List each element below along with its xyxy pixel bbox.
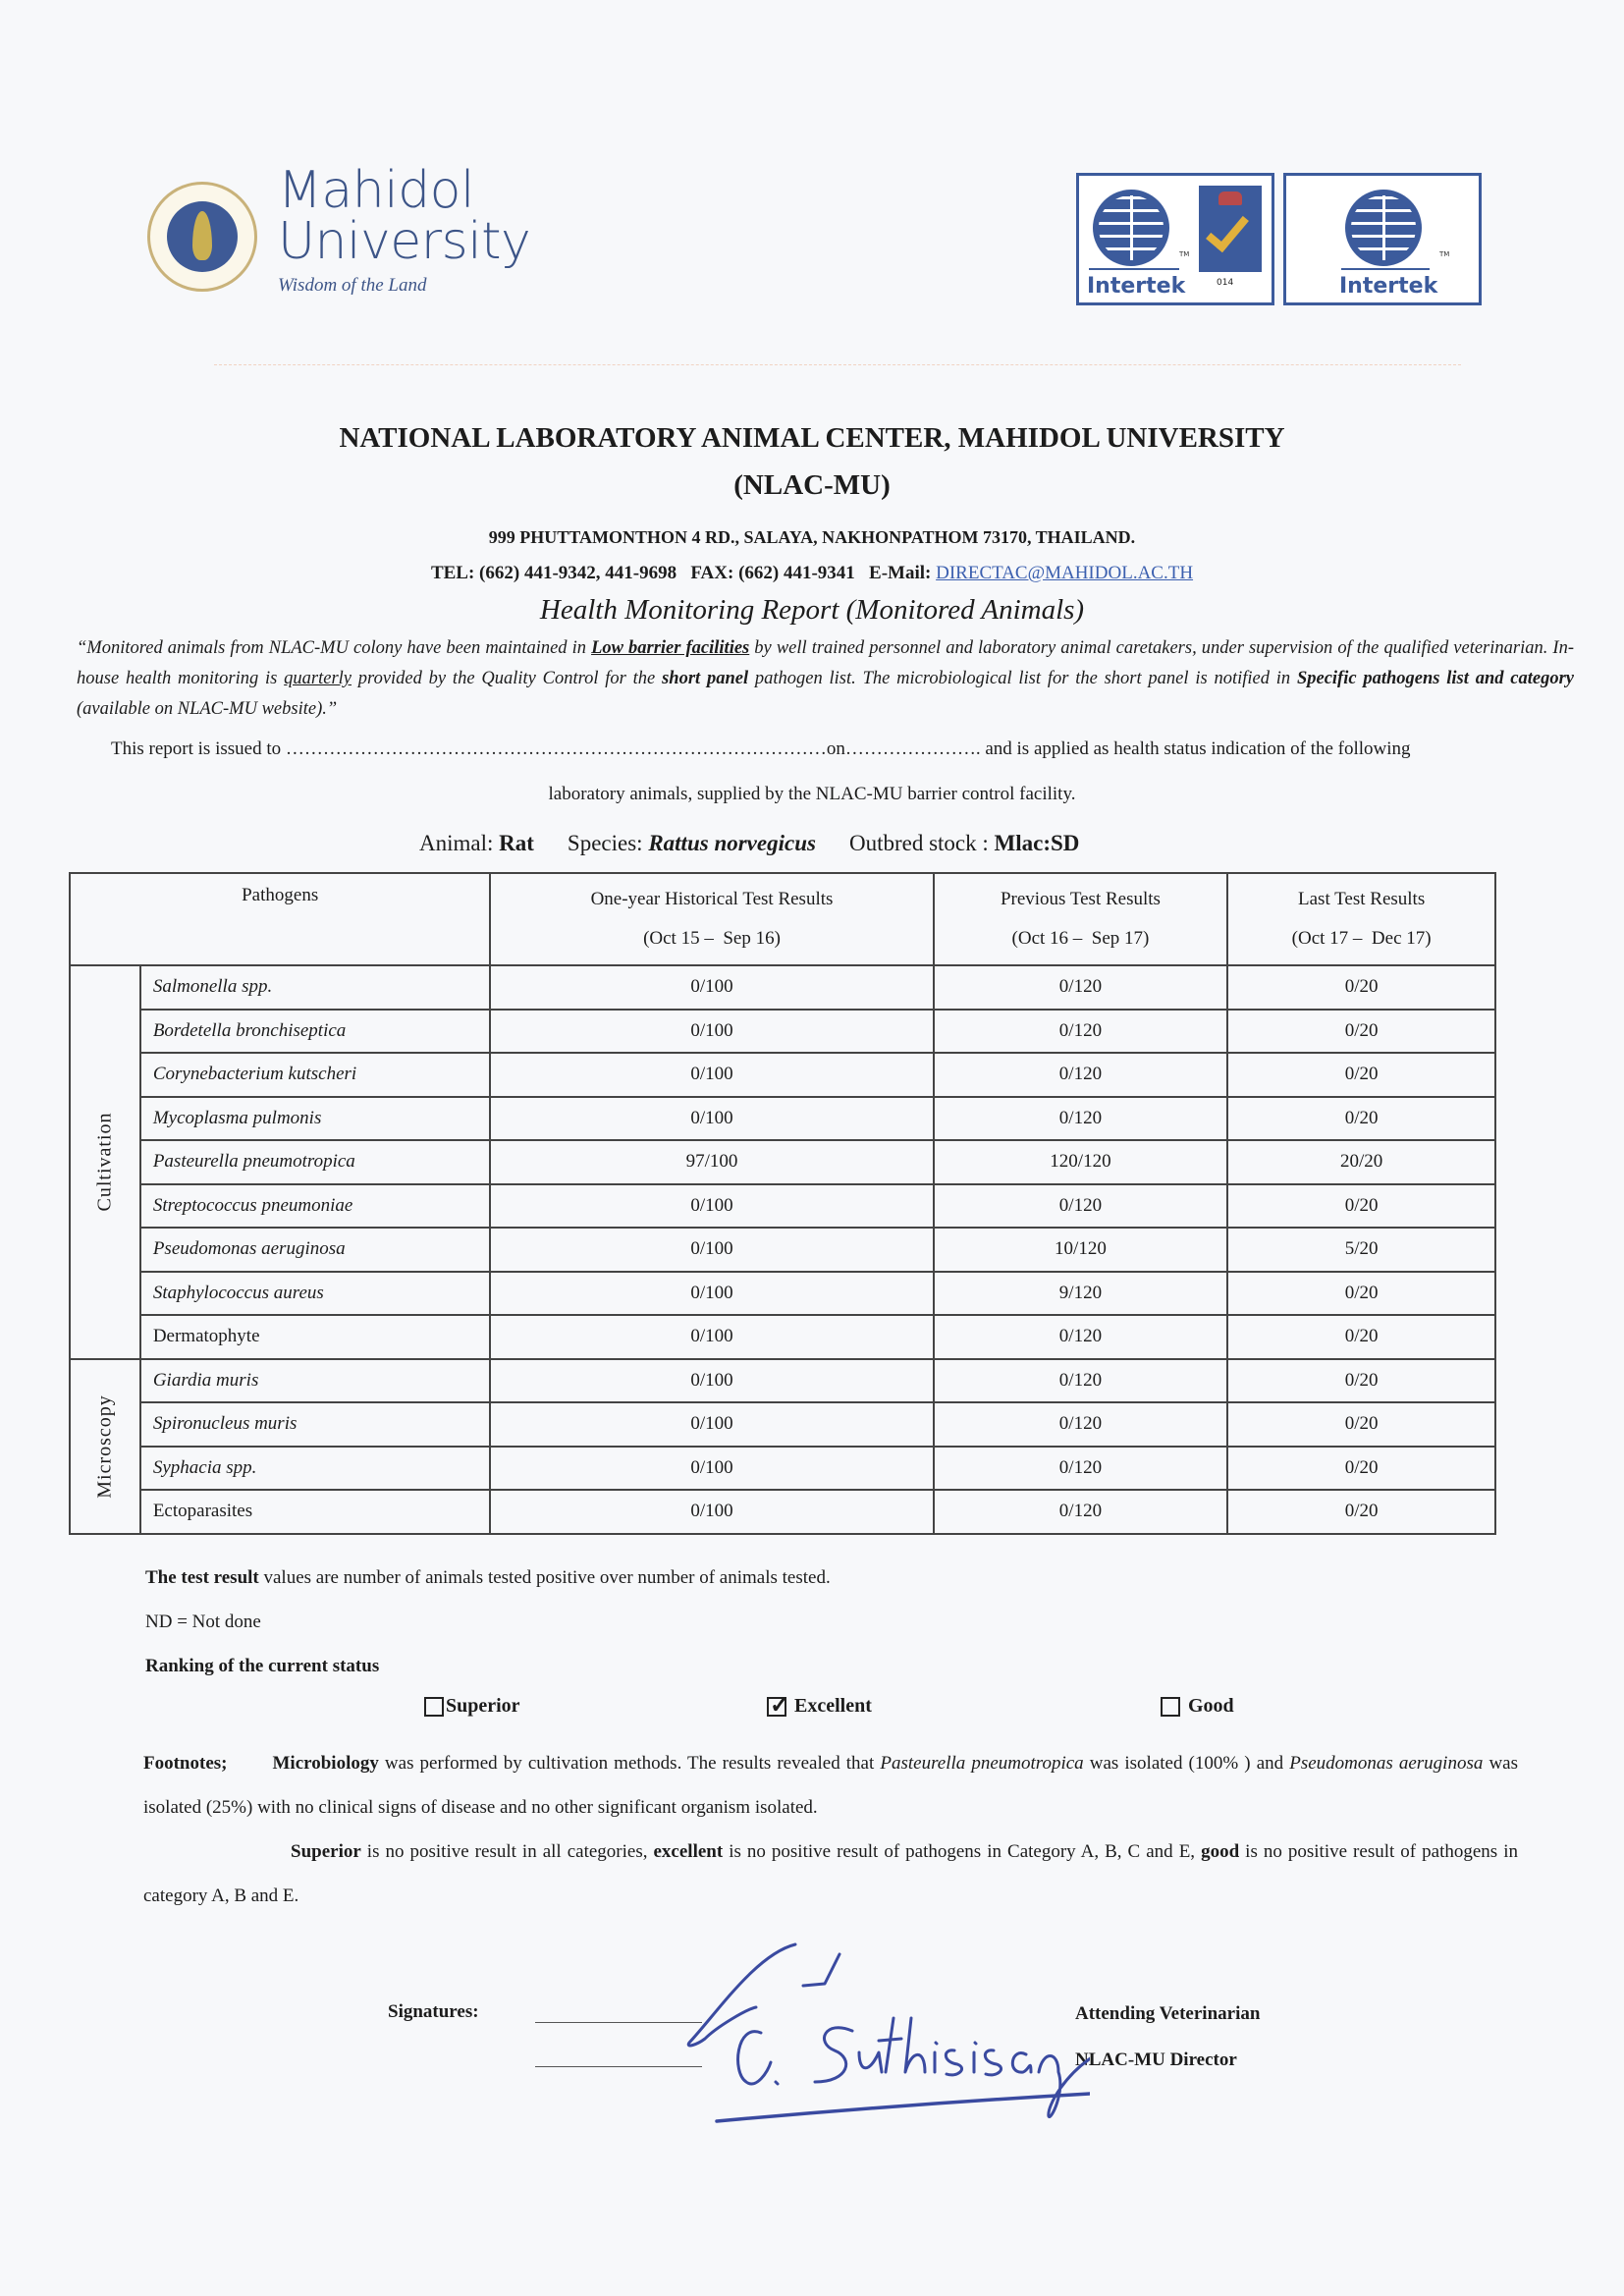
header-period: (Oct 15 – Sep 16) <box>643 928 781 949</box>
table-row <box>70 1053 1495 1097</box>
specific-list-emphasis: Specific pathogens list and category <box>1296 669 1575 688</box>
pathogen-name: Ectoparasites <box>140 1490 491 1534</box>
previous-result: 0/120 <box>934 1010 1228 1054</box>
pathogen-name: Mycoplasma pulmonis <box>140 1097 491 1141</box>
ranking-option-excellent[interactable] <box>767 1695 872 1718</box>
previous-result: 0/120 <box>934 1184 1228 1229</box>
previous-result: 0/120 <box>934 1315 1228 1359</box>
pathogen-name: Pseudomonas aeruginosa <box>140 1228 491 1272</box>
table-row <box>70 1315 1495 1359</box>
historical-result: 0/100 <box>490 1228 933 1272</box>
role-director: NLAC-MU Director <box>1075 2050 1237 2070</box>
historical-result: 0/100 <box>490 1447 933 1491</box>
ohsas-globe-icon <box>1345 190 1422 266</box>
stock-value: Mlac:SD <box>994 831 1080 855</box>
ranking-label: Good <box>1188 1695 1234 1717</box>
category-microscopy <box>70 1359 140 1534</box>
table-row <box>70 1228 1495 1272</box>
table-row <box>70 1097 1495 1141</box>
header-label: Previous Test Results <box>1000 889 1161 909</box>
footnote-text: was isolated (100% ) and <box>1083 1753 1290 1774</box>
header-label: One-year Historical Test Results <box>590 889 834 909</box>
seal-emblem-icon <box>167 201 238 272</box>
intro-text: “Monitored animals from NLAC-MU colony have been maintained in <box>77 638 592 658</box>
mahidol-seal-logo <box>147 182 257 292</box>
header-last <box>1227 873 1495 965</box>
signatures-label: Signatures: <box>388 2001 479 2022</box>
ranking-title: Ranking of the current status <box>145 1656 380 1676</box>
university-name-line2: University <box>278 212 531 271</box>
intertek-label: Intertek <box>1087 274 1186 299</box>
center-title: NATIONAL LABORATORY ANIMAL CENTER, MAHIDOL UNIVERSITY <box>339 422 1285 454</box>
historical-result: 0/100 <box>490 1315 933 1359</box>
historical-result: 0/100 <box>490 1272 933 1316</box>
footnote-microbiology <box>143 1741 1518 1830</box>
university-name <box>278 161 531 271</box>
footnote-text: was performed by cultivation methods. The results revealed that <box>378 1753 881 1774</box>
pathogen-name: Bordetella bronchiseptica <box>140 1010 491 1054</box>
header-label: Last Test Results <box>1298 889 1426 909</box>
excellent-checkbox[interactable] <box>767 1697 786 1717</box>
last-result: 0/20 <box>1227 1402 1495 1447</box>
table-row <box>70 1184 1495 1229</box>
stock-label: Outbred stock : <box>848 831 995 855</box>
short-panel-emphasis: short panel <box>662 669 749 688</box>
superior-checkbox[interactable] <box>424 1697 444 1717</box>
header-divider <box>214 364 1461 365</box>
pathogen-name: Corynebacterium kutscheri <box>140 1053 491 1097</box>
header-label: Pathogens <box>242 885 319 905</box>
center-abbreviation: (NLAC-MU) <box>733 469 891 501</box>
seal-flame-icon <box>192 211 212 260</box>
contact-line <box>0 563 1624 584</box>
low-barrier-emphasis: Low barrier facilities <box>591 638 750 658</box>
last-result: 0/20 <box>1227 1097 1495 1141</box>
intro-text: provided by the Quality Control for the <box>352 669 663 688</box>
historical-result: 0/100 <box>490 1184 933 1229</box>
test-result-bold: The test result <box>145 1567 259 1588</box>
last-result: 0/20 <box>1227 1490 1495 1534</box>
ranking-option-good[interactable] <box>1161 1695 1234 1718</box>
footnote-text: is no positive result of pathogens in category A, B and E. <box>143 1841 1518 1906</box>
intro-paragraph <box>77 633 1574 725</box>
footnotes-label: Footnotes; <box>143 1753 228 1774</box>
table-row <box>70 1359 1495 1403</box>
historical-result: 0/100 <box>490 1097 933 1141</box>
email-link[interactable]: DIRECTAC@MAHIDOL.AC.TH <box>936 563 1194 583</box>
previous-result: 120/120 <box>934 1140 1228 1184</box>
last-result: 0/20 <box>1227 1053 1495 1097</box>
cert-divider <box>1341 268 1430 270</box>
table-header-row <box>70 873 1495 965</box>
pathogen-name: Staphylococcus aureus <box>140 1272 491 1316</box>
historical-result: 0/100 <box>490 1490 933 1534</box>
excellent-bold: excellent <box>653 1841 724 1862</box>
last-result: 0/20 <box>1227 965 1495 1010</box>
previous-result: 0/120 <box>934 965 1228 1010</box>
iso-9001-certification-logo <box>1076 173 1274 305</box>
contact-phone-fax: TEL: (662) 441-9342, 441-9698 FAX: (662) 441-9341 E-Mail: <box>430 563 937 583</box>
historical-result: 0/100 <box>490 1402 933 1447</box>
previous-result: 9/120 <box>934 1272 1228 1316</box>
last-result: 0/20 <box>1227 1184 1495 1229</box>
ranking-label: Superior <box>446 1695 520 1717</box>
animal-info <box>419 831 1079 856</box>
category-cultivation <box>70 965 140 1359</box>
previous-result: 0/120 <box>934 1490 1228 1534</box>
trademark-mark: TM <box>1439 250 1450 258</box>
role-attending-veterinarian: Attending Veterinarian <box>1075 2003 1261 2024</box>
ranking-label: Excellent <box>794 1695 872 1717</box>
header-period: (Oct 16 – Sep 17) <box>1011 928 1150 949</box>
table-row <box>70 965 1495 1010</box>
previous-result: 0/120 <box>934 1097 1228 1141</box>
last-result: 0/20 <box>1227 1272 1495 1316</box>
header-period: (Oct 17 – Dec 17) <box>1291 928 1432 949</box>
ukas-number: 014 <box>1217 278 1234 288</box>
pathogen-name: Streptococcus pneumoniae <box>140 1184 491 1229</box>
footnote-text: was isolated (25%) with no clinical signs of disease and no other significant organism isolated. <box>143 1753 1518 1818</box>
intro-text: by well trained personnel and laboratory animal caretakers, under supervision of the qualified veterinarian. In-house health monitoring is <box>77 638 1574 688</box>
intertek-label: Intertek <box>1339 274 1438 299</box>
microbiology-bold: Microbiology <box>272 1753 379 1774</box>
last-result: 0/20 <box>1227 1359 1495 1403</box>
previous-result: 0/120 <box>934 1053 1228 1097</box>
good-checkbox[interactable] <box>1161 1697 1180 1717</box>
pathogen-name: Syphacia spp. <box>140 1447 491 1491</box>
header-historical <box>490 873 933 965</box>
header-previous <box>934 873 1228 965</box>
test-result-text: values are number of animals tested positive over number of animals tested. <box>258 1567 831 1588</box>
category-label: Cultivation <box>93 1112 116 1212</box>
last-result: 20/20 <box>1227 1140 1495 1184</box>
category-label: Microscopy <box>93 1394 116 1499</box>
ukas-logo <box>1199 186 1262 272</box>
table-row <box>70 1010 1495 1054</box>
animal-label: Animal: <box>419 831 500 855</box>
animal-value: Rat <box>499 831 534 855</box>
issued-to-line-2: laboratory animals, supplied by the NLAC-MU barrier control facility. <box>548 784 1076 804</box>
last-result: 0/20 <box>1227 1010 1495 1054</box>
address: 999 PHUTTAMONTHON 4 RD., SALAYA, NAKHONPATHOM 73170, THAILAND. <box>488 527 1136 547</box>
nd-note: ND = Not done <box>145 1612 261 1632</box>
previous-result: 10/120 <box>934 1228 1228 1272</box>
table-row <box>70 1402 1495 1447</box>
results-table <box>69 872 1496 1535</box>
intro-text: pathogen list. The microbiological list for the short panel is notified in <box>748 669 1297 688</box>
ohsas-18001-certification-logo <box>1283 173 1482 305</box>
report-title: Health Monitoring Report (Monitored Animals) <box>539 594 1085 626</box>
cert-divider <box>1089 268 1179 270</box>
checkmark-icon <box>1206 207 1249 252</box>
pseudomonas-name: Pseudomonas aeruginosa <box>1289 1753 1484 1774</box>
footnote-text: is no positive result of pathogens in Category A, B, C and E, <box>723 1841 1202 1862</box>
pathogen-name: Giardia muris <box>140 1359 491 1403</box>
table-row <box>70 1447 1495 1491</box>
previous-result: 0/120 <box>934 1402 1228 1447</box>
historical-result: 0/100 <box>490 1010 933 1054</box>
trademark-mark: TM <box>1179 250 1190 258</box>
issued-to-line: This report is issued to ……………………………………………………………………………on…………………. and is applied as health status indication of the following <box>111 738 1411 759</box>
historical-result: 97/100 <box>490 1140 933 1184</box>
university-motto: Wisdom of the Land <box>278 275 427 296</box>
handwritten-signature <box>677 1925 1090 2131</box>
pathogen-name: Dermatophyte <box>140 1315 491 1359</box>
intro-text: (available on NLAC-MU website).” <box>77 699 338 719</box>
good-bold: good <box>1201 1841 1240 1862</box>
last-result: 0/20 <box>1227 1447 1495 1491</box>
pathogen-name: Pasteurella pneumotropica <box>140 1140 491 1184</box>
pasteurella-name: Pasteurella pneumotropica <box>880 1753 1084 1774</box>
footnote-ranking-definitions <box>143 1830 1518 1918</box>
previous-result: 0/120 <box>934 1447 1228 1491</box>
previous-result: 0/120 <box>934 1359 1228 1403</box>
last-result: 5/20 <box>1227 1228 1495 1272</box>
historical-result: 0/100 <box>490 1053 933 1097</box>
historical-result: 0/100 <box>490 1359 933 1403</box>
table-row <box>70 1272 1495 1316</box>
university-name-line1: Mahidol <box>278 161 474 220</box>
crown-icon <box>1218 191 1242 205</box>
iso-globe-icon <box>1093 190 1169 266</box>
header-pathogens <box>70 873 490 965</box>
footnote-text: is no positive result in all categories, <box>360 1841 654 1862</box>
pathogen-name: Spironucleus muris <box>140 1402 491 1447</box>
species-label: Species: <box>567 831 649 855</box>
last-result: 0/20 <box>1227 1315 1495 1359</box>
test-result-note <box>145 1567 831 1589</box>
pathogen-name: Salmonella spp. <box>140 965 491 1010</box>
historical-result: 0/100 <box>490 965 933 1010</box>
ranking-option-superior[interactable] <box>424 1695 520 1718</box>
table-row <box>70 1140 1495 1184</box>
quarterly-emphasis: quarterly <box>284 669 352 688</box>
table-row <box>70 1490 1495 1534</box>
superior-bold: Superior <box>291 1841 361 1862</box>
species-value: Rattus norvegicus <box>648 831 816 855</box>
